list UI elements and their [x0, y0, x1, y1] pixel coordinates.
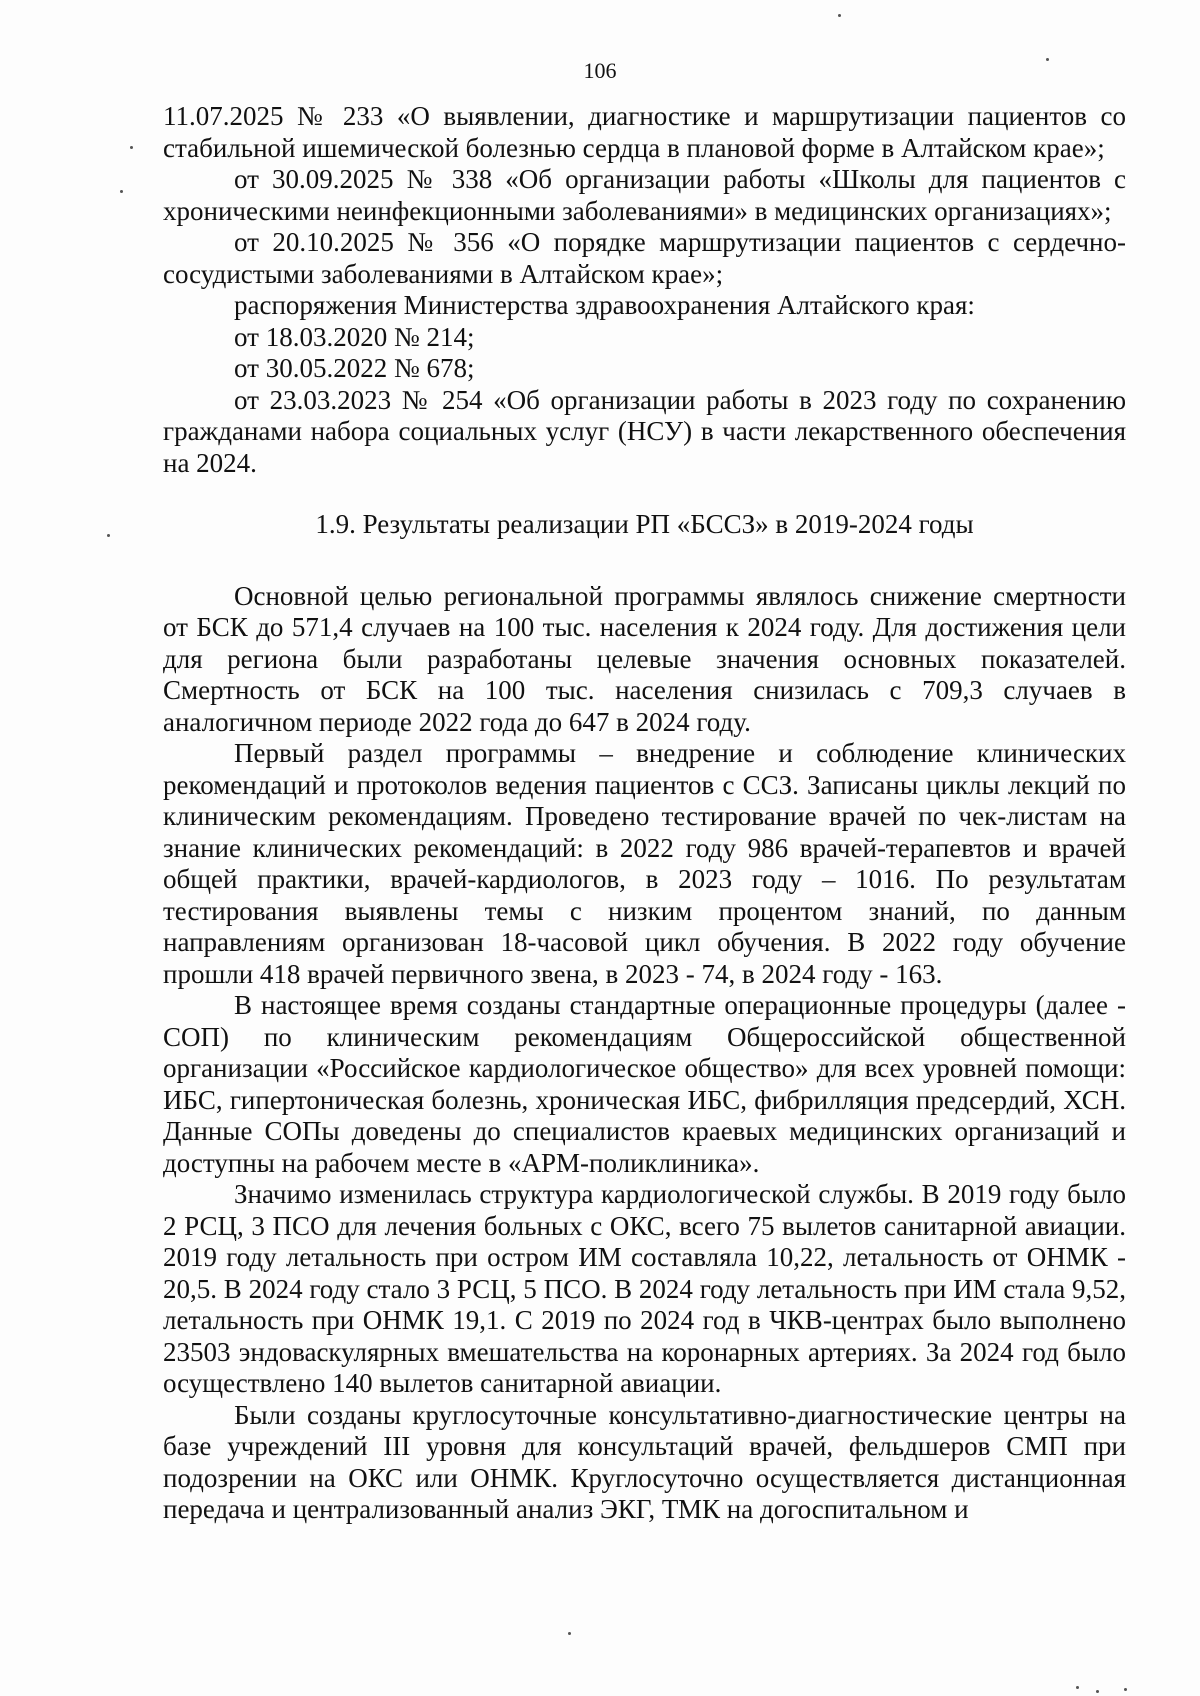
paragraph-ministry-orders: распоряжения Министерства здравоохранения Алтайского края: — [234, 290, 975, 320]
scan-speck — [1076, 1686, 1079, 1689]
page-number: 106 — [583, 58, 617, 83]
scan-speck — [130, 146, 133, 149]
paragraph-consult-centers: Были созданы круглосуточные консультативно-диагностические центры на базе учреждений III уровня для консультаций врачей, фельдшеров СМП при подозрении на ОКС или ОНМК. Круглосуточно осуществляется дистанционная передача и централизованный анализ ЭКГ, ТМК на догоспитальном и — [163, 1399, 1126, 1524]
paragraph-order-233: 11.07.2025 № 233 «О выявлении, диагностике и маршрутизации пациентов со стабильной ишемической болезнью сердца в плановой форме в Алтайском крае»; — [163, 101, 1126, 163]
paragraph-clinical-guidelines: Первый раздел программы – внедрение и соблюдение клинических рекомендаций и протоколов ведения пациентов с ССЗ. Записаны циклы лекций по клиническим рекомендациям. Проведено тестирование врачей по чек-листам на знание клинических рекомендаций: в 2022 году 986 врачей-терапевтов и врачей общей практики, врачей-кардиологов, в 2023 году – 1016. По результатам тестирования выявлены темы с низким процентом знаний, по данным направлениям организован 18-часовой цикл обучения. В 2022 году обучение прошли 418 врачей первичного звена, в 2023 - 74, в 2024 году - 163. — [163, 738, 1126, 989]
paragraph-cardiology-service: Значимо изменилась структура кардиологической службы. В 2019 году было 2 РСЦ, 3 ПСО для лечения больных с ОКС, всего 75 вылетов санитарной авиации. 2019 году летальность при остром ИМ составляла 10,22, летальность от ОНМК - 20,5. В 2024 году стало 3 РСЦ, 5 ПСО. В 2024 году летальность при ИМ стала 9,52, летальность при ОНМК 19,1. С 2019 по 2024 год в ЧКВ-центрах было выполнено 23503 эндоваскулярных вмешательства на коронарных артериях. За 2024 год было осуществлено 140 вылетов санитарной авиации. — [163, 1179, 1126, 1398]
scan-speck — [1046, 58, 1049, 61]
paragraph-order-254: от 23.03.2023 № 254 «Об организации работы в 2023 году по сохранению гражданами набора социальных услуг (НСУ) в части лекарственного обеспечения на 2024. — [163, 384, 1126, 478]
scan-speck — [1124, 1688, 1127, 1691]
paragraph-order-356: от 20.10.2025 № 356 «О порядке маршрутизации пациентов с сердечно-сосудистыми заболеваниями в Алтайском крае»; — [163, 227, 1126, 289]
paragraph-order-338: от 30.09.2025 № 338 «Об организации работы «Школы для пациентов с хроническими неинфекционными заболеваниями» в медицинских организациях»; — [163, 164, 1126, 226]
scan-speck — [1096, 1690, 1099, 1693]
scan-speck — [120, 190, 123, 193]
section-heading: 1.9. Результаты реализации РП «БССЗ» в 2019-2024 годы — [315, 509, 974, 539]
paragraph-order-214: от 18.03.2020 № 214; — [234, 321, 475, 352]
paragraph-program-goal: Основной целью региональной программы являлось снижение смертности от БСК до 571,4 случаев на 100 тыс. населения к 2024 году. Для достижения цели для региона были разработаны целевые значения основных показателей. Смертность от БСК на 100 тыс. населения снизилась с 709,3 случаев в аналогичном периоде 2022 года до 647 в 2024 году. — [163, 580, 1126, 737]
scan-speck — [838, 14, 841, 17]
scan-speck — [568, 1632, 571, 1635]
paragraph-order-678: от 30.05.2022 № 678; — [234, 353, 475, 383]
scan-speck — [107, 534, 110, 537]
document-body — [163, 101, 1126, 1526]
paragraph-sop: В настоящее время созданы стандартные операционные процедуры (далее - СОП) по клиническим рекомендациям Общероссийской общественной организации «Российское кардиологическое общество» для всех уровней помощи: ИБС, гипертоническая болезнь, хроническая ИБС, фибрилляция предсердий, ХСН. Данные СОПы доведены до специалистов краевых медицинских организаций и доступны на рабочем месте в «АРМ-поликлиника». — [163, 990, 1126, 1178]
